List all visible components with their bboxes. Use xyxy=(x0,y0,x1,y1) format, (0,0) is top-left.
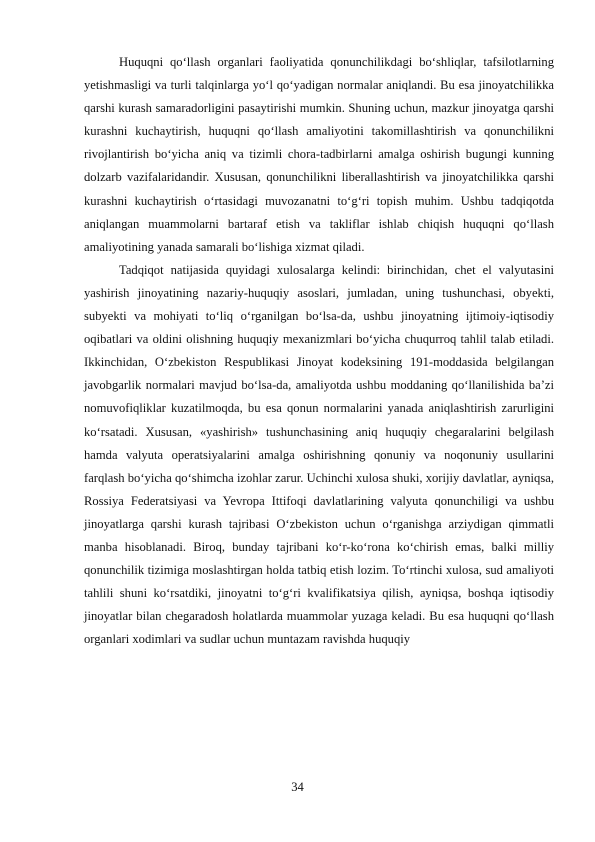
paragraph-2: Tadqiqot natijasida quyidagi xulosalarga kelindi: birinchidan, chet el valyutasini yashirish jinoyatining nazariy-huquqiy asoslari, jumladan, uning tushunchasi, obyekti, subyekti va mohiyati to‘liq o‘rganilgan bo‘lsa-da, ushbu jinoyatning ijtimoiy-iqtisodiy oqibatlari va oldini olishning huquqiy mexanizmlari bo‘yicha chuqurroq tahlil talab etiladi. Ikkinchidan, O‘zbekiston Respublikasi Jinoyat kodeksining 191-moddasida belgilangan javobgarlik normalari mavjud bo‘lsa-da, amaliyotda ushbu moddaning qo‘llanilishida ba’zi nomuvofiqliklar kuzatilmoqda, bu esa qonun normalarini yanada aniqlashtirish zarurligini ko‘rsatadi. Xususan, «yashirish» tushunchasining aniq huquqiy chegaralarini belgilash hamda valyuta operatsiyalarini amalga oshirishning qonuniy va noqonuniy usullarini farqlash bo‘yicha qo‘shimcha izohlar zarur. Uchinchi xulosa shuki, xorijiy davlatlar, ayniqsa, Rossiya Federatsiyasi va Yevropa Ittifoqi davlatlarining valyuta qonunchiligi va ushbu jinoyatlarga qarshi kurash tajribasi O‘zbekiston uchun o‘rganishga arziydigan qimmatli manba hisoblanadi. Biroq, bunday tajribani ko‘r-ko‘rona ko‘chirish emas, balki milliy qonunchilik tizimiga moslashtirgan holda tatbiq etish lozim. To‘rtinchi xulosa, sud amaliyoti tahlili shuni ko‘rsatdiki, jinoyatni to‘g‘ri kvalifikatsiya qilish, ayniqsa, boshqa iqtisodiy jinoyatlar bilan chegaradosh holatlarda muammolar yuzaga keladi. Bu esa huquqni qo‘llash organlari xodimlari va sudlar uchun muntazam ravishda huquqiy xyxy=(84,262,554,647)
body-text xyxy=(84,51,554,651)
paragraph-1: Huquqni qo‘llash organlari faoliyatida qonunchilikdagi bo‘shliqlar, tafsilotlarning yetishmasligi va turli talqinlarga yo‘l qo‘yadigan normalar aniqlandi. Bu esa jinoyatchilikka qarshi kurash samaradorligini pasaytirishi mumkin. Shuning uchun, mazkur jinoyatga qarshi kurashni kuchaytirish, huquqni qo‘llash amaliyotini takomillashtirish va qonunchilikni rivojlantirish bo‘yicha aniq va tizimli chora-tadbirlarni amalga oshirish bugungi kunning dolzarb vazifalaridandir. Xususan, qonunchilikni liberallashtirish va jinoyatchilikka qarshi kurashni kuchaytirish o‘rtasidagi muvozanatni to‘g‘ri topish muhim. Ushbu tadqiqotda aniqlangan muammolarni bartaraf etish va takliflar ishlab chiqish huquqni qo‘llash amaliyotining yanada samarali bo‘lishiga xizmat qiladi. xyxy=(84,55,554,254)
page-number: 34 xyxy=(291,780,304,794)
